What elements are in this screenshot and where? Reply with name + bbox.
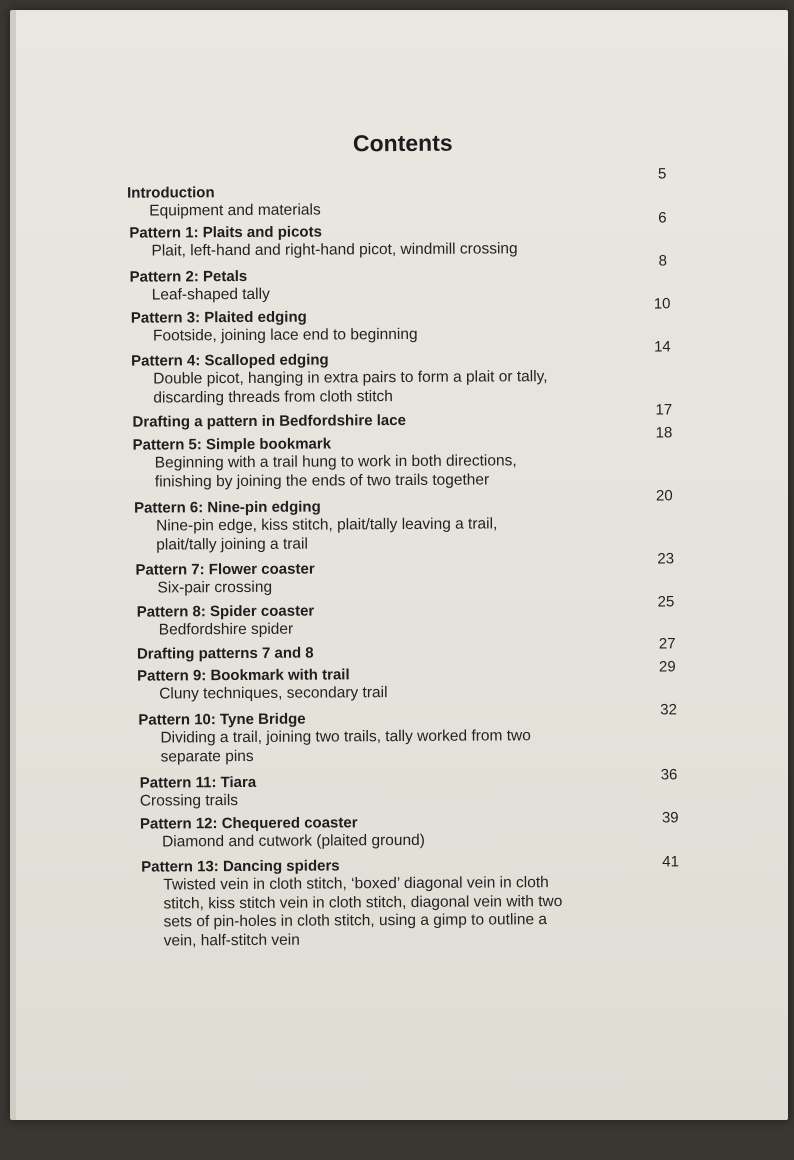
toc-subtitle: Beginning with a trail hung to work in both directions, [154,452,517,472]
toc-subtitle: Twisted vein in cloth stitch, ‘boxed’ diagonal vein in cloth [163,874,549,894]
toc-heading: Pattern 1: Plaits and picots [129,223,322,242]
toc-entry [141,854,672,950]
toc-page-number: 6 [658,209,667,227]
toc-heading: Pattern 9: Bookmark with trail [137,666,350,685]
toc-page-number: 32 [660,701,678,719]
toc-entry [137,599,667,640]
page-content [16,8,794,1123]
toc-subtitle: separate pins [160,747,254,765]
toc-heading: Drafting patterns 7 and 8 [136,644,314,663]
toc-heading: Pattern 7: Flower coaster [135,560,315,579]
toc-subtitle: Six-pair crossing [157,578,273,597]
toc-entry [127,180,657,221]
toc-page-number: 20 [655,487,673,505]
toc-subtitle: Leaf-shaped tally [151,285,270,304]
toc-entry [134,495,664,554]
toc-heading: Pattern 11: Tiara [139,773,257,792]
toc-heading: Pattern 5: Simple bookmark [132,435,332,454]
toc-entry [137,641,667,663]
toc-heading: Pattern 8: Spider coaster [136,602,315,621]
toc-subtitle: Crossing trails [139,792,239,810]
toc-entry [140,770,670,811]
toc-entry [137,663,667,704]
toc-entry [133,432,663,491]
toc-heading: Pattern 6: Nine-pin edging [133,498,321,517]
toc-subtitle: Plait, left-hand and right-hand picot, windmill crossing [151,240,518,260]
toc-page-number: 5 [657,165,667,183]
toc-heading: Pattern 10: Tyne Bridge [138,710,306,729]
toc-page-number: 39 [661,809,679,827]
toc-page-number: 27 [658,635,676,653]
toc-entry [129,220,659,261]
toc-heading: Pattern 2: Petals [129,267,248,286]
toc-subtitle: Diamond and cutwork (plaited ground) [162,831,425,851]
toc-page-number: 14 [654,338,671,356]
toc-subtitle: Bedfordshire spider [158,620,294,639]
toc-heading: Pattern 4: Scalloped edging [131,351,329,370]
toc-page-number: 25 [657,593,675,611]
toc-entry [131,305,661,346]
toc-page-number: 17 [655,401,673,419]
book-page [10,10,788,1120]
toc-subtitle: stitch, kiss stitch vein in cloth stitch, diagonal vein with two [163,892,563,912]
toc-subtitle: Cluny techniques, secondary trail [159,684,388,703]
toc-heading: Pattern 12: Chequered coaster [139,814,358,833]
toc-subtitle: Equipment and materials [149,201,321,220]
toc-page-number: 36 [660,766,678,784]
toc-entry [130,264,660,305]
toc-page-number: 41 [662,853,679,871]
toc-entry [135,557,665,598]
toc-entry [132,409,662,431]
toc-page-number: 23 [657,550,675,568]
toc-subtitle: Nine-pin edge, kiss stitch, plait/tally leaving a trail, [156,515,498,535]
page-title: Contents [352,129,453,157]
toc-subtitle: finishing by joining the ends of two trails together [154,470,490,491]
toc-subtitle: discarding threads from cloth stitch [153,387,393,407]
toc-page-number: 8 [658,252,667,270]
toc-heading: Drafting a pattern in Bedfordshire lace [132,411,406,431]
toc-page-number: 10 [653,295,671,313]
toc-entry [140,811,670,852]
toc-subtitle: vein, half-stitch vein [163,931,300,949]
toc-entry [138,707,668,766]
toc-subtitle: Dividing a trail, joining two trails, tally worked from two [160,727,531,747]
toc-heading: Introduction [127,184,215,202]
toc-heading: Pattern 13: Dancing spiders [141,857,340,876]
toc-subtitle: plait/tally joining a trail [156,535,308,554]
toc-subtitle: Footside, joining lace end to beginning [152,325,418,345]
toc-subtitle: Double picot, hanging in extra pairs to form a plait or tally, [153,368,548,388]
toc-subtitle: sets of pin-holes in cloth stitch, using a gimp to outline a [163,911,548,931]
toc-entry [131,348,661,407]
toc-heading: Pattern 3: Plaited edging [130,308,307,327]
toc-page-number: 29 [658,658,676,676]
toc-page-number: 18 [655,424,673,442]
